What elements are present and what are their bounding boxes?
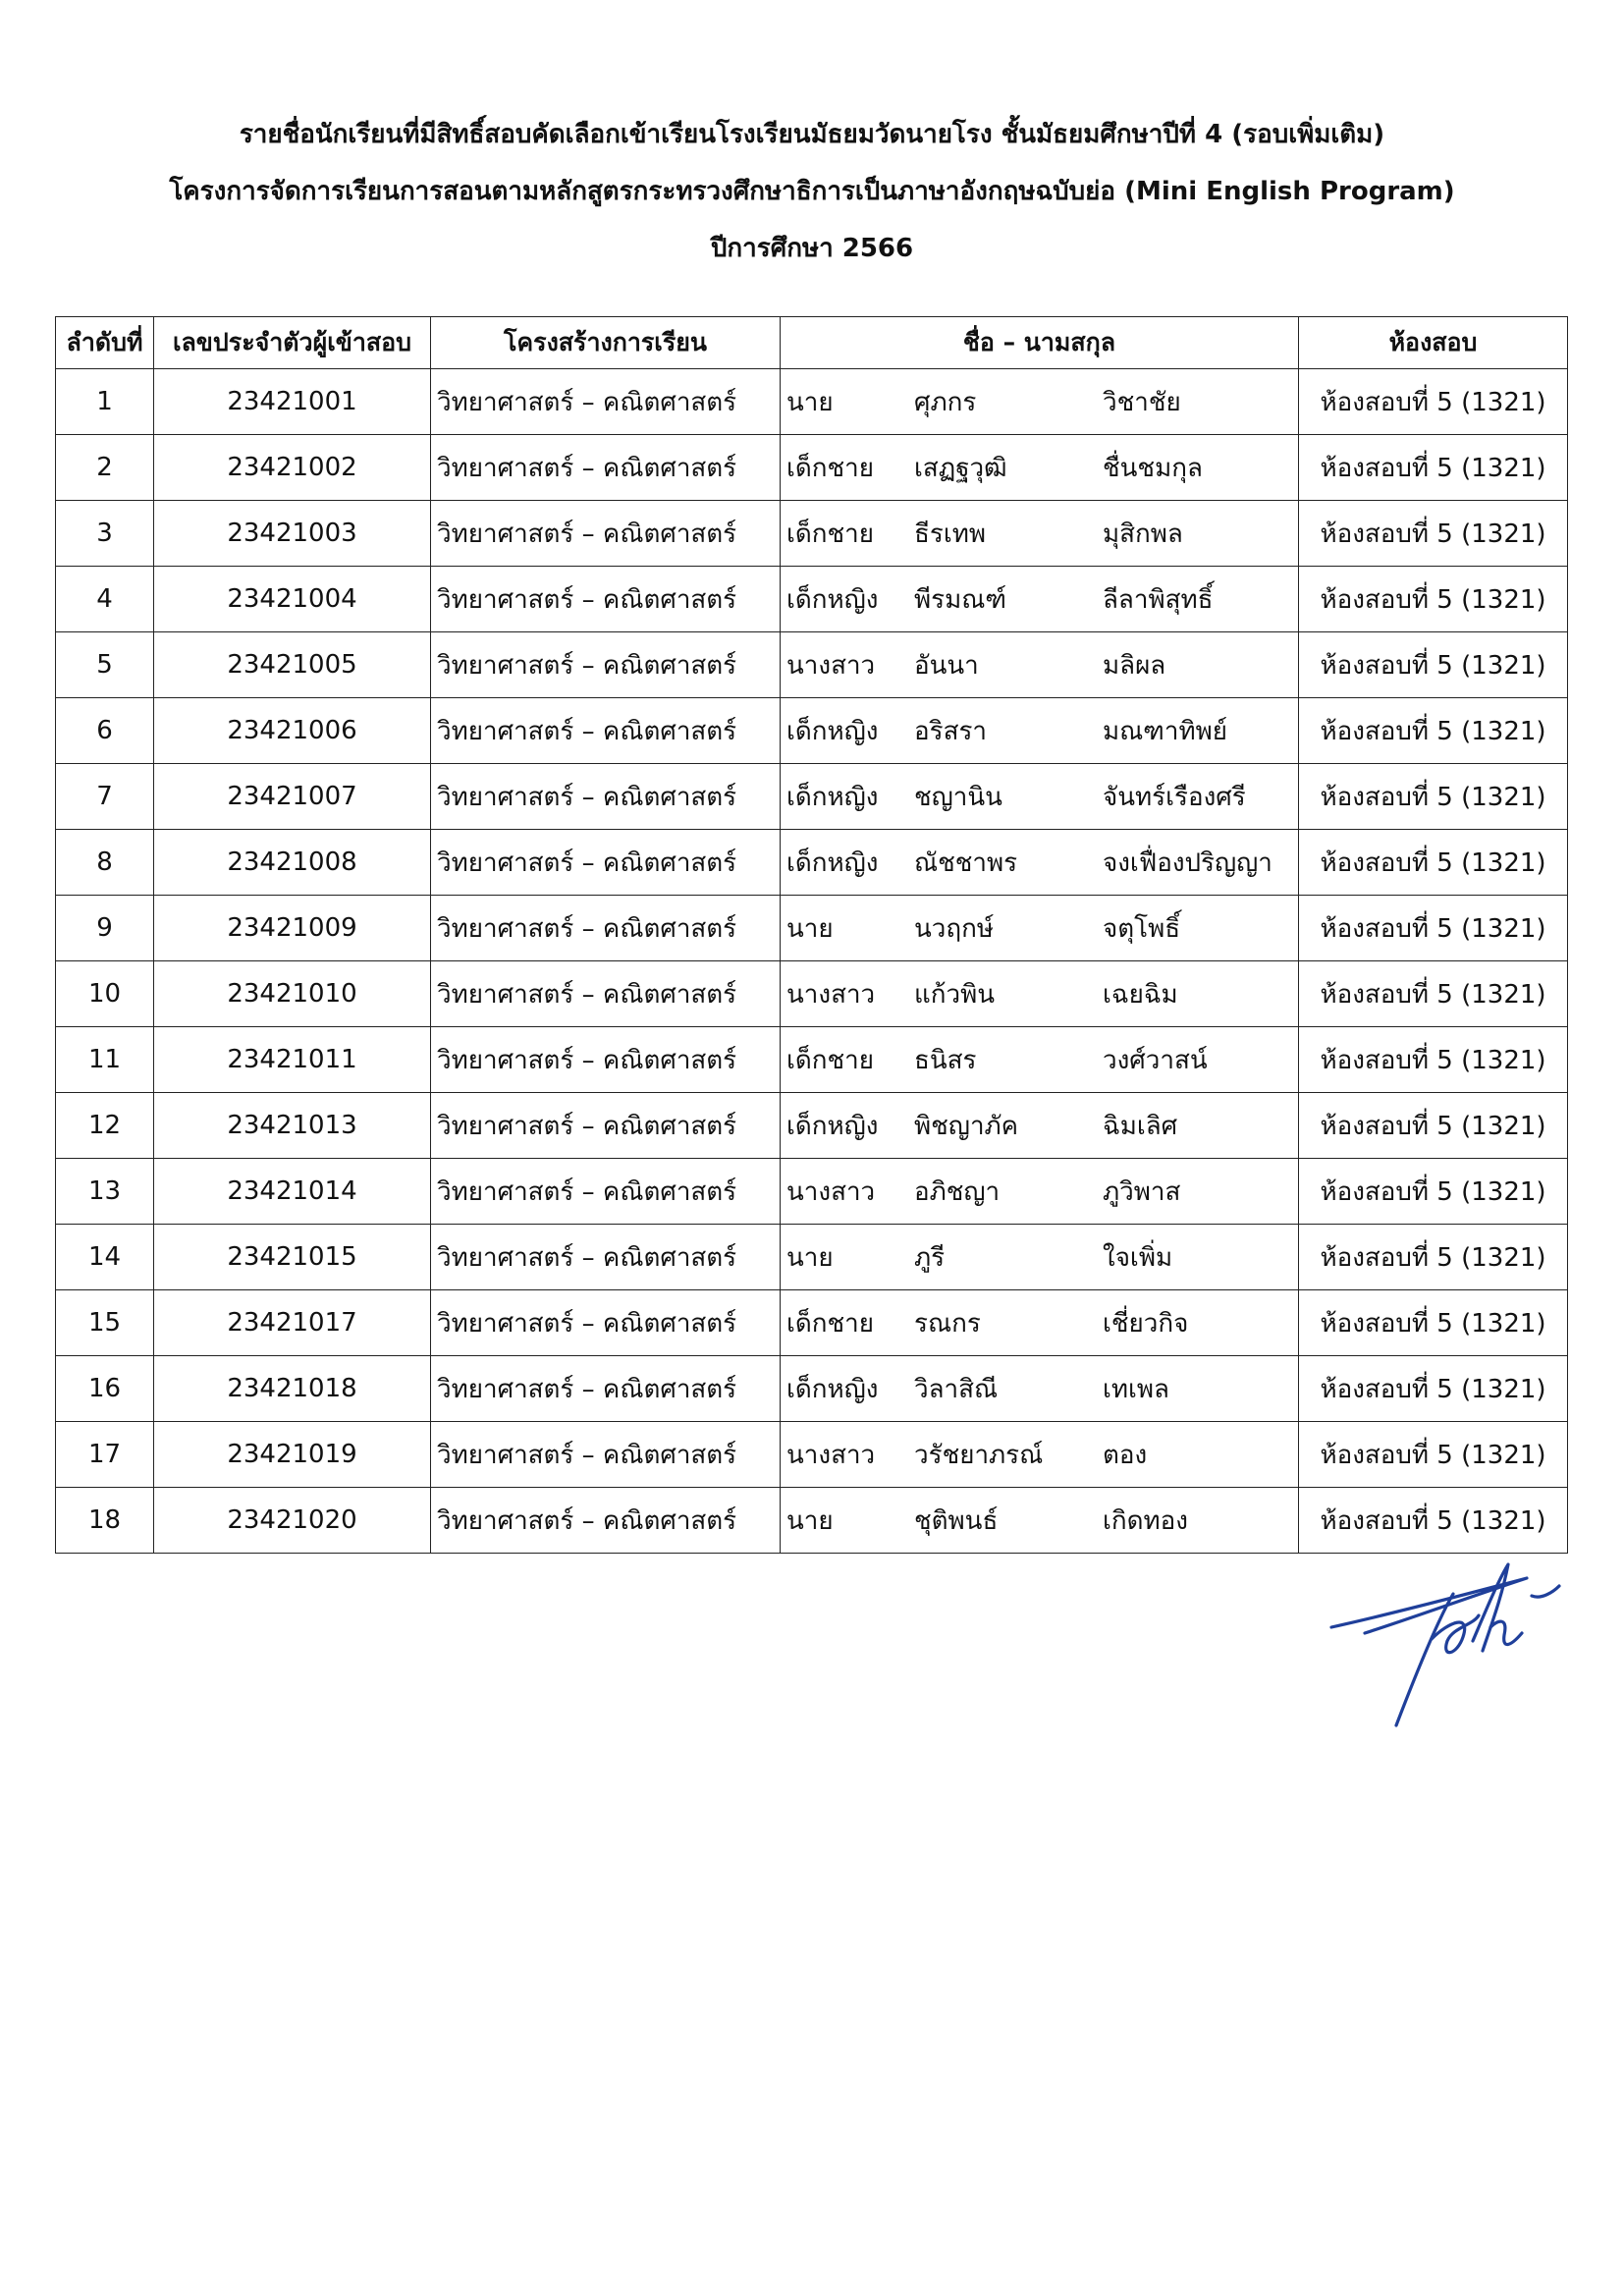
exam-room: ห้องสอบที่ 5 (1321) [1299, 369, 1568, 435]
full-name-group [786, 764, 1292, 829]
last-name: เทเพล [1103, 1374, 1169, 1404]
study-track: วิทยาศาสตร์ – คณิตศาสตร์ [431, 1290, 781, 1356]
full-name [781, 1422, 1299, 1488]
row-number: 7 [56, 764, 154, 830]
exam-id: 23421015 [154, 1225, 431, 1290]
first-name: อภิชญา [914, 1176, 1001, 1207]
study-track: วิทยาศาสตร์ – คณิตศาสตร์ [431, 435, 781, 501]
exam-room: ห้องสอบที่ 5 (1321) [1299, 1356, 1568, 1422]
header-row [56, 317, 1568, 369]
full-name-group [786, 567, 1292, 631]
exam-id: 23421005 [154, 632, 431, 698]
name-prefix: นาย [786, 387, 834, 417]
heading-line-2: โครงการจัดการเรียนการสอนตามหลักสูตรกระทรวงศึกษาธิการเป็นภาษาอังกฤษฉบับย่อ (Mini English Program) [169, 177, 1455, 206]
name-prefix: เด็กหญิง [786, 782, 879, 812]
last-name: ภูวิพาส [1103, 1176, 1181, 1207]
row-number: 10 [56, 961, 154, 1027]
table-row [56, 1356, 1568, 1422]
table-row [56, 369, 1568, 435]
first-name: อริสรา [914, 716, 988, 746]
first-name: เสฏฐวุฒิ [914, 453, 1007, 483]
row-number: 5 [56, 632, 154, 698]
header-exam-room: ห้องสอบ [1299, 317, 1568, 369]
first-name: วรัชยาภรณ์ [914, 1440, 1044, 1470]
full-name-group [786, 435, 1292, 500]
full-name-group [786, 1225, 1292, 1289]
row-number: 4 [56, 567, 154, 632]
full-name [781, 632, 1299, 698]
last-name: ชื่นชมกุล [1103, 453, 1203, 483]
full-name [781, 764, 1299, 830]
exam-id: 23421010 [154, 961, 431, 1027]
last-name: ฉิมเลิศ [1103, 1111, 1178, 1141]
study-track: วิทยาศาสตร์ – คณิตศาสตร์ [431, 1356, 781, 1422]
exam-room: ห้องสอบที่ 5 (1321) [1299, 1027, 1568, 1093]
full-name-group [786, 1159, 1292, 1224]
full-name [781, 896, 1299, 961]
full-name [781, 435, 1299, 501]
row-number: 16 [56, 1356, 154, 1422]
exam-id: 23421003 [154, 501, 431, 567]
student-roster-table [55, 316, 1568, 1554]
study-track: วิทยาศาสตร์ – คณิตศาสตร์ [431, 1027, 781, 1093]
name-prefix: นางสาว [786, 1176, 876, 1207]
table-body [56, 369, 1568, 1554]
full-name-group [786, 501, 1292, 566]
last-name: วิชาชัย [1103, 387, 1181, 417]
last-name: เฉยฉิม [1103, 979, 1178, 1010]
last-name: ตอง [1103, 1440, 1148, 1470]
row-number: 6 [56, 698, 154, 764]
exam-id: 23421018 [154, 1356, 431, 1422]
exam-room: ห้องสอบที่ 5 (1321) [1299, 1159, 1568, 1225]
study-track: วิทยาศาสตร์ – คณิตศาสตร์ [431, 830, 781, 896]
row-number: 2 [56, 435, 154, 501]
exam-room: ห้องสอบที่ 5 (1321) [1299, 567, 1568, 632]
name-prefix: เด็กหญิง [786, 1374, 879, 1404]
first-name: ศุภกร [914, 387, 977, 417]
name-prefix: เด็กหญิง [786, 584, 879, 615]
first-name: นวฤกษ์ [914, 913, 994, 944]
table-row [56, 1159, 1568, 1225]
first-name: ชญานิน [914, 782, 1002, 812]
full-name [781, 1356, 1299, 1422]
table-row [56, 1027, 1568, 1093]
exam-id: 23421004 [154, 567, 431, 632]
header-no: ลำดับที่ [56, 317, 154, 369]
full-name-group [786, 369, 1292, 434]
last-name: ใจเพิ่ม [1103, 1242, 1173, 1273]
exam-room: ห้องสอบที่ 5 (1321) [1299, 698, 1568, 764]
first-name: พิชญาภัค [914, 1111, 1019, 1141]
header-exam-id: เลขประจำตัวผู้เข้าสอบ [154, 317, 431, 369]
last-name: เชี่ยวกิจ [1103, 1308, 1189, 1339]
last-name: เกิดทอง [1103, 1505, 1188, 1536]
study-track: วิทยาศาสตร์ – คณิตศาสตร์ [431, 896, 781, 961]
last-name: จตุโพธิ์ [1103, 913, 1181, 944]
full-name [781, 698, 1299, 764]
last-name: จงเฟื่องปริญญา [1103, 847, 1272, 878]
table-row [56, 1225, 1568, 1290]
row-number: 18 [56, 1488, 154, 1554]
study-track: วิทยาศาสตร์ – คณิตศาสตร์ [431, 961, 781, 1027]
full-name-group [786, 698, 1292, 763]
exam-id: 23421002 [154, 435, 431, 501]
row-number: 12 [56, 1093, 154, 1159]
last-name: ลีลาพิสุทธิ์ [1103, 584, 1214, 615]
name-prefix: เด็กหญิง [786, 1111, 879, 1141]
first-name: อันนา [914, 650, 979, 681]
full-name [781, 369, 1299, 435]
exam-room: ห้องสอบที่ 5 (1321) [1299, 1488, 1568, 1554]
table-row [56, 501, 1568, 567]
exam-room: ห้องสอบที่ 5 (1321) [1299, 1225, 1568, 1290]
name-prefix: เด็กชาย [786, 519, 874, 549]
name-prefix: เด็กชาย [786, 1308, 874, 1339]
header-full-name: ชื่อ – นามสกุล [781, 317, 1299, 369]
row-number: 11 [56, 1027, 154, 1093]
name-prefix: นางสาว [786, 1440, 876, 1470]
table-row [56, 435, 1568, 501]
exam-room: ห้องสอบที่ 5 (1321) [1299, 1422, 1568, 1488]
exam-id: 23421006 [154, 698, 431, 764]
exam-id: 23421001 [154, 369, 431, 435]
full-name [781, 1225, 1299, 1290]
full-name [781, 830, 1299, 896]
table-row [56, 1093, 1568, 1159]
name-prefix: เด็กชาย [786, 453, 874, 483]
table-row [56, 1488, 1568, 1554]
exam-id: 23421020 [154, 1488, 431, 1554]
first-name: แก้วพิน [914, 979, 996, 1010]
name-prefix: เด็กชาย [786, 1045, 874, 1075]
table-row [56, 698, 1568, 764]
full-name [781, 961, 1299, 1027]
exam-room: ห้องสอบที่ 5 (1321) [1299, 830, 1568, 896]
full-name [781, 1093, 1299, 1159]
full-name [781, 567, 1299, 632]
name-prefix: นางสาว [786, 650, 876, 681]
study-track: วิทยาศาสตร์ – คณิตศาสตร์ [431, 764, 781, 830]
table-row [56, 1422, 1568, 1488]
full-name [781, 1159, 1299, 1225]
document-heading [0, 106, 1624, 277]
full-name-group [786, 1488, 1292, 1553]
first-name: ชุติพนธ์ [914, 1505, 999, 1536]
table-row [56, 961, 1568, 1027]
full-name-group [786, 1290, 1292, 1355]
last-name: มลิผล [1103, 650, 1166, 681]
full-name-group [786, 961, 1292, 1026]
exam-id: 23421014 [154, 1159, 431, 1225]
exam-id: 23421007 [154, 764, 431, 830]
exam-id: 23421008 [154, 830, 431, 896]
full-name [781, 1488, 1299, 1554]
full-name-group [786, 896, 1292, 960]
full-name-group [786, 830, 1292, 895]
name-prefix: นาย [786, 1505, 834, 1536]
study-track: วิทยาศาสตร์ – คณิตศาสตร์ [431, 1159, 781, 1225]
full-name-group [786, 1027, 1292, 1092]
study-track: วิทยาศาสตร์ – คณิตศาสตร์ [431, 1225, 781, 1290]
header-track: โครงสร้างการเรียน [431, 317, 781, 369]
full-name-group [786, 1422, 1292, 1487]
exam-room: ห้องสอบที่ 5 (1321) [1299, 764, 1568, 830]
exam-id: 23421013 [154, 1093, 431, 1159]
name-prefix: นาย [786, 1242, 834, 1273]
first-name: วิลาสิณี [914, 1374, 999, 1404]
row-number: 15 [56, 1290, 154, 1356]
study-track: วิทยาศาสตร์ – คณิตศาสตร์ [431, 1093, 781, 1159]
exam-id: 23421009 [154, 896, 431, 961]
row-number: 14 [56, 1225, 154, 1290]
table-row [56, 1290, 1568, 1356]
exam-room: ห้องสอบที่ 5 (1321) [1299, 501, 1568, 567]
first-name: ภูรี [914, 1242, 946, 1273]
name-prefix: เด็กหญิง [786, 716, 879, 746]
heading-line-3: ปีการศึกษา 2566 [710, 234, 914, 263]
study-track: วิทยาศาสตร์ – คณิตศาสตร์ [431, 1488, 781, 1554]
exam-id: 23421017 [154, 1290, 431, 1356]
exam-id: 23421019 [154, 1422, 431, 1488]
row-number: 17 [56, 1422, 154, 1488]
full-name [781, 1027, 1299, 1093]
first-name: ธีรเทพ [914, 519, 986, 549]
name-prefix: นางสาว [786, 979, 876, 1010]
full-name-group [786, 1356, 1292, 1421]
exam-room: ห้องสอบที่ 5 (1321) [1299, 435, 1568, 501]
row-number: 13 [56, 1159, 154, 1225]
first-name: ณัชชาพร [914, 847, 1018, 878]
table-row [56, 830, 1568, 896]
name-prefix: นาย [786, 913, 834, 944]
name-prefix: เด็กหญิง [786, 847, 879, 878]
exam-room: ห้องสอบที่ 5 (1321) [1299, 632, 1568, 698]
table-row [56, 896, 1568, 961]
table-row [56, 567, 1568, 632]
heading-line-1: รายชื่อนักเรียนที่มีสิทธิ์สอบคัดเลือกเข้าเรียนโรงเรียนมัธยมวัดนายโรง ชั้นมัธยมศึกษาปีที่ 4 (รอบเพิ่มเติม) [239, 120, 1385, 149]
row-number: 1 [56, 369, 154, 435]
signature-icon [1326, 1557, 1581, 1728]
row-number: 3 [56, 501, 154, 567]
study-track: วิทยาศาสตร์ – คณิตศาสตร์ [431, 567, 781, 632]
full-name [781, 501, 1299, 567]
exam-room: ห้องสอบที่ 5 (1321) [1299, 896, 1568, 961]
table-header [56, 317, 1568, 369]
last-name: มุสิกพล [1103, 519, 1183, 549]
study-track: วิทยาศาสตร์ – คณิตศาสตร์ [431, 1422, 781, 1488]
row-number: 8 [56, 830, 154, 896]
table-row [56, 632, 1568, 698]
exam-room: ห้องสอบที่ 5 (1321) [1299, 1290, 1568, 1356]
exam-room: ห้องสอบที่ 5 (1321) [1299, 961, 1568, 1027]
full-name-group [786, 1093, 1292, 1158]
full-name-group [786, 632, 1292, 697]
full-name [781, 1290, 1299, 1356]
study-track: วิทยาศาสตร์ – คณิตศาสตร์ [431, 501, 781, 567]
last-name: วงศ์วาสน์ [1103, 1045, 1208, 1075]
first-name: รณกร [914, 1308, 981, 1339]
first-name: ธนิสร [914, 1045, 977, 1075]
exam-id: 23421011 [154, 1027, 431, 1093]
first-name: พีรมณฑ์ [914, 584, 1006, 615]
last-name: มณฑาทิพย์ [1103, 716, 1227, 746]
table-row [56, 764, 1568, 830]
row-number: 9 [56, 896, 154, 961]
study-track: วิทยาศาสตร์ – คณิตศาสตร์ [431, 698, 781, 764]
study-track: วิทยาศาสตร์ – คณิตศาสตร์ [431, 369, 781, 435]
study-track: วิทยาศาสตร์ – คณิตศาสตร์ [431, 632, 781, 698]
last-name: จันทร์เรืองศรี [1103, 782, 1246, 812]
exam-room: ห้องสอบที่ 5 (1321) [1299, 1093, 1568, 1159]
